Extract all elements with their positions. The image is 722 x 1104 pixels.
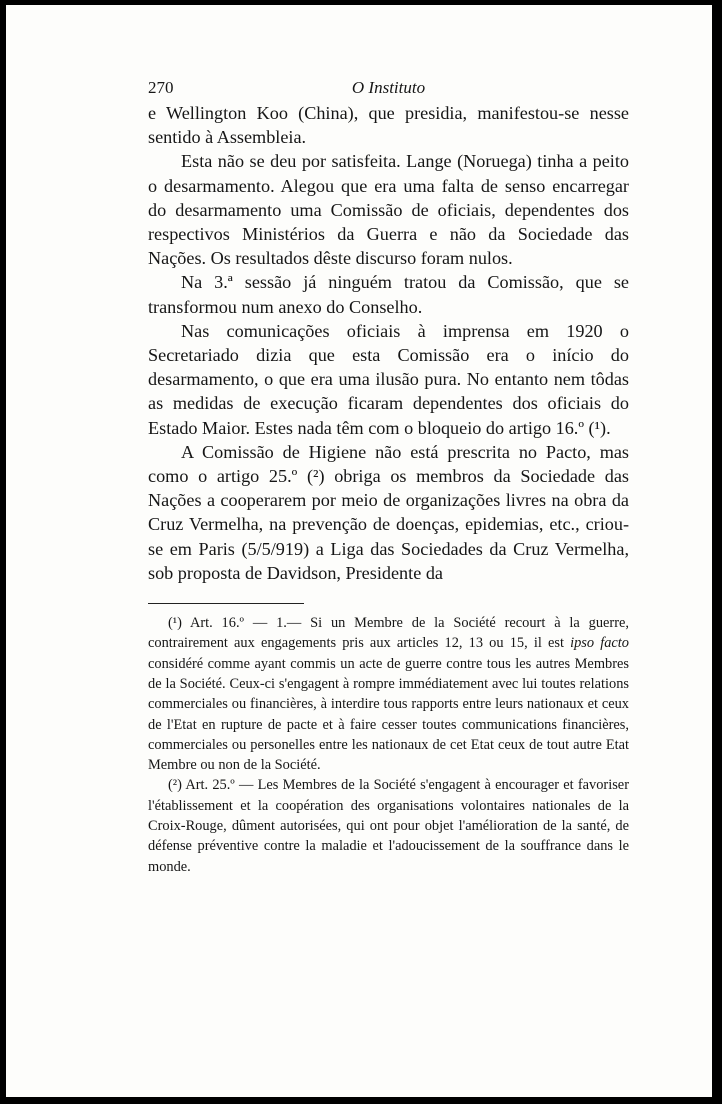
paragraph-3: Na 3.ª sessão já ninguém tratou da Comissão, que se transformou num anexo do Conselho.: [148, 272, 629, 317]
paragraph-5: A Comissão de Higiene não está prescrita no Pacto, mas como o artigo 25.º (²) obriga os membros da Sociedade das Nações a cooperarem por meio de organizações livres na obra da Cruz Vermelha, na prevenção de doenças, epidemias, etc., criou-se em Paris (5/5/919) a Liga das Sociedades da Cruz Vermelha, sob proposta de Davidson, Presidente da: [148, 441, 629, 583]
footnote-rule: [148, 603, 304, 604]
text-block: [148, 71, 629, 877]
footnote-1-text-a: (¹) Art. 16.º — 1.— Si un Membre de la Société recourt à la guerre, contrairement aux engagements pris aux articles 12, 13 ou 15, il est: [148, 615, 629, 652]
page-number: 270: [148, 78, 174, 97]
book-page: [6, 5, 712, 1097]
paragraph-1: e Wellington Koo (China), que presidia, manifestou-se nesse sentido à Assembleia.: [148, 103, 629, 148]
footnotes: [148, 613, 629, 877]
paragraph-4: Nas comunicações oficiais à imprensa em 1920 o Secretariado dizia que esta Comissão era o início do desarmamento, o que era uma ilusão pura. No entanto nem tôdas as medidas de execução ficaram dependentes dos oficiais do Estado Maior. Estes nada têm com o bloqueio do artigo 16.º (¹).: [148, 320, 629, 438]
paragraph-2: Esta não se deu por satisfeita. Lange (Noruega) tinha a peito o desarmamento. Alegou que era uma falta de senso encarregar do desarmamento uma Comissão de oficiais, dependentes dos respectivos Ministérios da Guerra e não da Sociedade das Nações. Os resultados dêste discurso foram nulos.: [148, 151, 629, 269]
body-text: [148, 101, 629, 585]
footnote-1-text-b: considéré comme ayant commis un acte de guerre contre tous les autres Membres de la Société. Ceux-ci s'engagent à rompre immédiatement avec lui toutes relations commerciales ou financières, à interdire tous rapports entre leurs nationaux et ceux de l'Etat en rupture de pacte et à faire cesser toutes communications financières, commerciales ou personelles entre les nationaux de cet Etat ceux de tout autre Etat Membre ou non de la Société.: [148, 655, 629, 774]
footnote-1: [148, 613, 629, 775]
footnote-2: (²) Art. 25.º — Les Membres de la Société s'engagent à encourager et favoriser l'établissement et la coopération des organisations volontaires nationales de la Croix-Rouge, dûment autorisées, qui ont pour objet l'amélioration de la santé, de défense préventive contre la maladie et l'adoucissement de la souffrance dans le monde.: [148, 777, 629, 875]
running-head: [148, 71, 629, 101]
footnote-1-italic: ipso facto: [570, 635, 629, 652]
running-title: O Instituto: [351, 78, 426, 97]
